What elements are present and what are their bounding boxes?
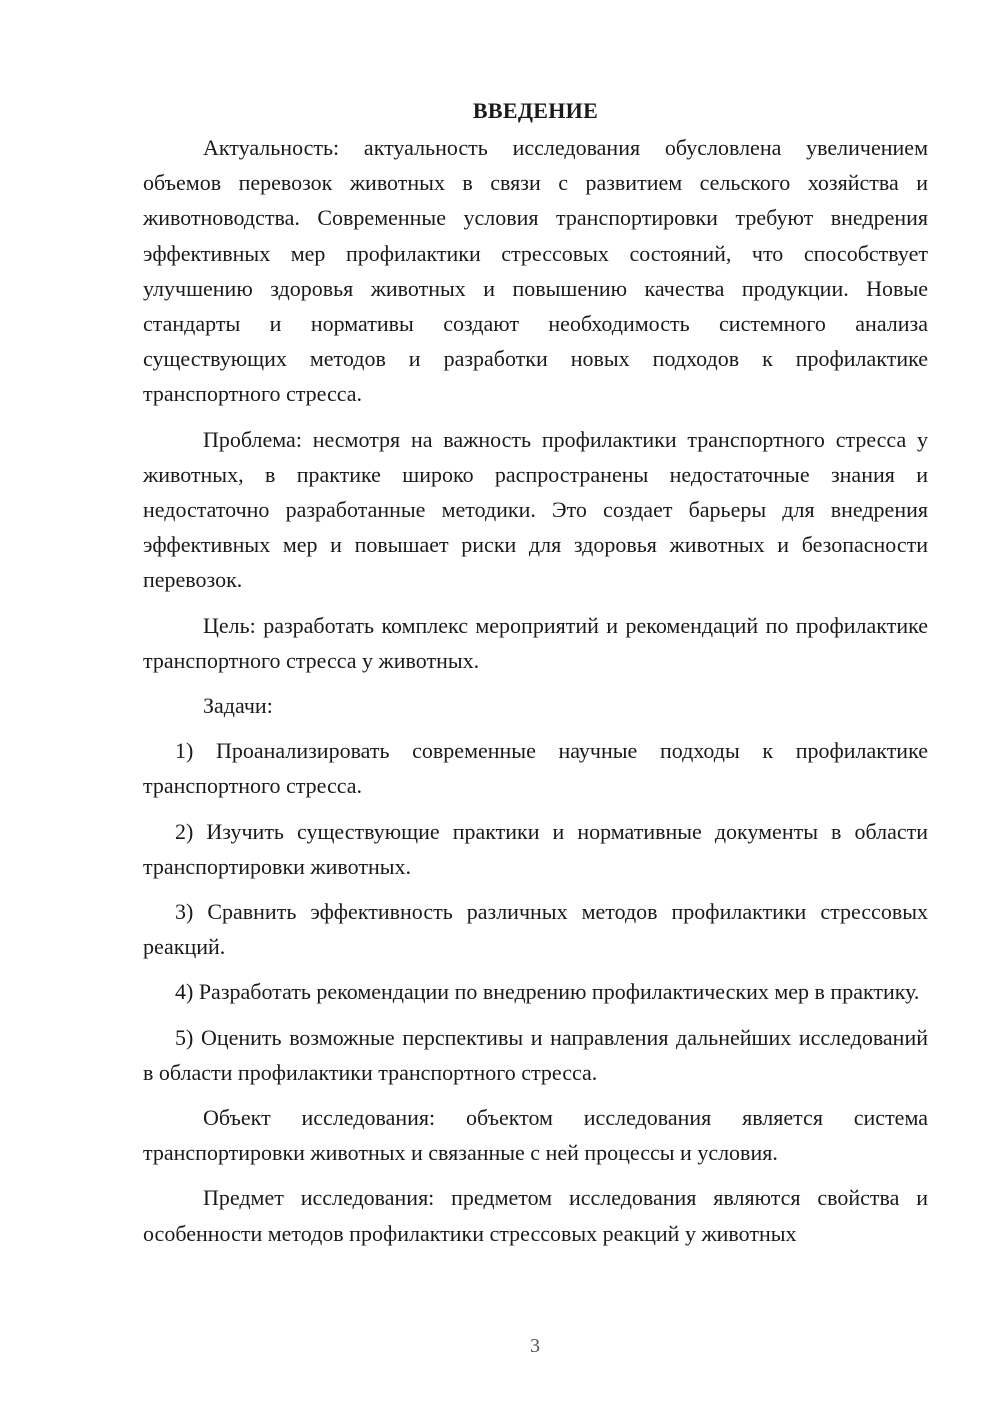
tasks-label: Задачи: bbox=[203, 693, 273, 719]
task-item-3: 3) Сравнить эффективность различных методов профилактики стрессовых реакций. bbox=[143, 899, 928, 960]
task-item-2: 2) Изучить существующие практики и нормативные документы в области транспортировки животных. bbox=[143, 818, 928, 879]
paragraph-subject: Предмет исследования: предметом исследования являются свойства и особенности методов профилактики стрессовых реакций у животных bbox=[143, 1185, 928, 1246]
section-heading: ВВЕДЕНИЕ bbox=[472, 98, 599, 123]
task-item-4: 4) Разработать рекомендации по внедрению профилактических мер в практику. bbox=[175, 979, 920, 1005]
paragraph-goal: Цель: разработать комплекс мероприятий и рекомендаций по профилактике транспортного стресса у животных. bbox=[143, 612, 928, 673]
paragraph-object: Объект исследования: объектом исследования является система транспортировки животных и связанные с ней процессы и условия. bbox=[143, 1105, 928, 1166]
page-number: 3 bbox=[530, 1335, 540, 1357]
paragraph-problem: Проблема: несмотря на важность профилактики транспортного стресса у животных, в практике широко распространены недостаточные знания и недостаточно разработанные методики. Это создает барьеры для внедрения эффективных мер и повышает риски для здоровья животных и безопасности перевозок. bbox=[143, 426, 928, 593]
task-item-5: 5) Оценить возможные перспективы и направления дальнейших исследований в области профилактики транспортного стресса. bbox=[143, 1024, 928, 1085]
task-item-1: 1) Проанализировать современные научные подходы к профилактике транспортного стресса. bbox=[143, 738, 928, 799]
paragraph-relevance: Актуальность: актуальность исследования обусловлена увеличением объемов перевозок животных в связи с развитием сельского хозяйства и животноводства. Современные условия транспортировки требуют внедрения эффективных мер профилактики стрессовых состояний, что способствует улучшению здоровья животных и повышению качества продукции. Новые стандарты и нормативы создают необходимость системного анализа существующих методов и разработки новых подходов к профилактике транспортного стресса. bbox=[143, 135, 928, 407]
page-content bbox=[143, 93, 928, 1261]
